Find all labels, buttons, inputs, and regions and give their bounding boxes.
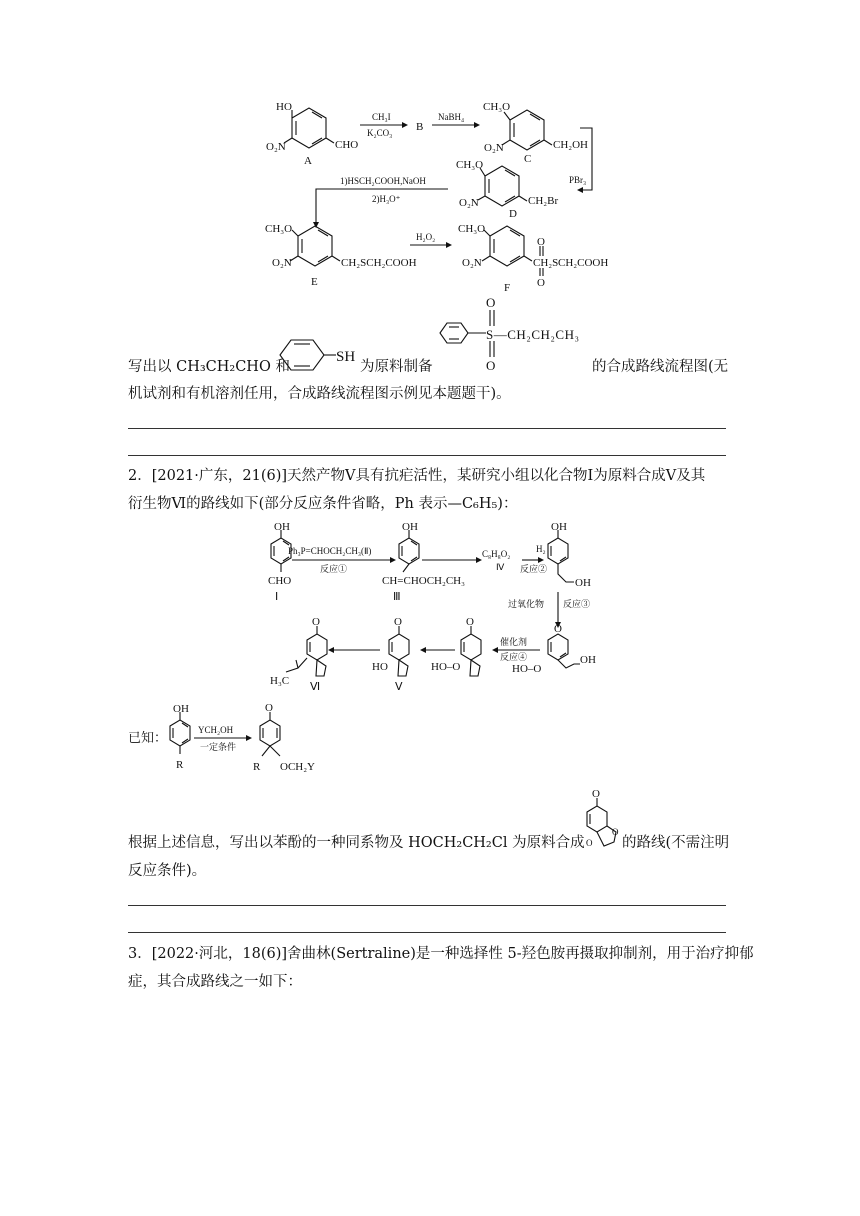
e-o2n-text: O₂N	[272, 257, 292, 269]
d-o2n-text: O₂N	[459, 197, 479, 209]
compound-iii-label: Ⅲ	[393, 591, 401, 603]
answer-line-3[interactable]	[128, 905, 726, 906]
compound-e-label: E	[311, 276, 318, 288]
known-product-o: O	[265, 702, 273, 714]
rxn2-label: 反应②	[520, 564, 548, 574]
compound-vi-structure	[286, 626, 327, 676]
step2-reagent: NaBH₄	[438, 112, 465, 122]
sulfone-o-top: O	[486, 295, 496, 310]
compound-b-label: B	[416, 121, 424, 133]
rxn1-label: 反应①	[320, 564, 348, 574]
f-o-top: O	[537, 236, 545, 248]
q1-text-c: 的合成路线流程图(无	[592, 359, 729, 375]
compound-d-label: D	[509, 208, 517, 220]
compound-vi-label: Ⅵ	[310, 681, 321, 693]
sulfone-chain-text: S—CH₂CH₂CH₃	[486, 327, 580, 342]
h2-text: H₂	[536, 544, 546, 554]
known-r-text: R	[176, 759, 184, 771]
rxn2-oh-text: OH	[551, 521, 567, 533]
rxn4-hooo-text: HO–O	[431, 661, 461, 673]
c-ch2oh-text: CH₂OH	[553, 139, 589, 151]
q3-line-2: 症，其合成路线之一如下：	[128, 974, 302, 990]
compound-a-label: A	[304, 155, 312, 167]
vi-o-text: O	[312, 616, 320, 628]
rxn2-product-structure	[548, 530, 574, 582]
known-product-r: R	[253, 761, 261, 773]
target-o-top: O	[592, 788, 600, 800]
target-o-right: O	[612, 827, 619, 837]
f-o2n-text: O₂N	[462, 257, 482, 269]
vi-h3c-text: H₃C	[270, 675, 290, 687]
c-ch3o-text: CH₃O	[483, 101, 511, 113]
compound-iii-structure	[399, 530, 419, 572]
v-ho-text: HO	[372, 661, 388, 673]
v-o-text: O	[394, 616, 402, 628]
rxn3-hooo-text: HO–O	[512, 663, 542, 675]
q2-line-1: 2．[2021·广东，21(6)]天然产物Ⅴ具有抗疟活性，某研究小组以化合物Ⅰ为原料合成Ⅴ及其	[128, 468, 706, 484]
i-oh-text: OH	[274, 521, 290, 533]
sulfone-o-bottom: O	[486, 358, 496, 373]
q2-line-3a: 根据上述信息，写出以苯酚的一种同系物及 HOCH₂CH₂Cl 为原料合成	[128, 835, 585, 851]
compound-i-label: Ⅰ	[275, 591, 279, 603]
e-chain-text: CH₂SCH₂COOH	[341, 257, 417, 269]
e-ch3o-text: CH₃O	[265, 223, 293, 235]
c-o2n-text: O₂N	[484, 142, 504, 154]
known-label: 已知：	[128, 730, 168, 745]
compound-f-label: F	[504, 282, 511, 294]
rxn3-o-text: O	[554, 623, 562, 635]
a-ho-text: HO	[276, 101, 292, 113]
iv-label: Ⅳ	[496, 562, 505, 572]
q2-line-2: 衍生物Ⅵ的路线如下(部分反应条件省略，Ph 表示—C₆H₅)：	[128, 496, 518, 512]
q1-text-a: 写出以 CH₃CH₂CHO 和	[128, 359, 290, 375]
rxn3-product-structure	[548, 634, 580, 668]
a-cho-text: CHO	[335, 139, 359, 151]
iii-oh-text: OH	[402, 521, 418, 533]
d-ch2br-text: CH₂Br	[528, 195, 559, 207]
d-ch3o-text: CH₃O	[456, 159, 484, 171]
known-product-och2y: OCH₂Y	[280, 761, 316, 773]
rxn3-label: 反应③	[563, 599, 591, 609]
rxn3-oh-text: OH	[580, 654, 596, 666]
step3-reagent: PBr₃	[569, 175, 587, 185]
q1-text-d: 机试剂和有机溶剂任用，合成路线流程图示例见本题题干)。	[128, 386, 511, 402]
answer-line-4[interactable]	[128, 932, 726, 933]
step4-reagent-top: 1)HSCH₂COOH,NaOH	[340, 176, 426, 186]
f-ch3o-text: CH₃O	[458, 223, 486, 235]
iv-formula: C₈H₈O₂	[482, 549, 511, 559]
iii-chain-text: CH=CHOCH₂CH₃	[382, 575, 465, 587]
q2-line-4: 反应条件)。	[128, 863, 207, 879]
rxn4-product-structure	[461, 626, 481, 676]
known-reagent: YCH₂OH	[198, 725, 234, 735]
q1-text-b: 为原料制备	[360, 359, 433, 375]
step4-reagent-bottom: 2)H₃O⁺	[372, 194, 401, 204]
rxn4-o-text: O	[466, 616, 474, 628]
known-product-structure	[260, 712, 280, 756]
compound-v-structure	[389, 626, 409, 676]
q2-line-3b: 的路线(不需注明	[622, 835, 730, 851]
step1-reagent-bottom: K₂CO₃	[367, 128, 393, 138]
a-o2n-text: O₂N	[266, 141, 286, 153]
reagent-ii-text: Ph₃P=CHOCH₂CH₃(Ⅱ)	[288, 546, 372, 556]
q3-line-1: 3．[2022·河北，18(6)]舍曲林(Sertraline)是一种选择性 5-羟色胺再摄取抑制剂，用于治疗抑郁	[128, 946, 754, 962]
compound-v-label: Ⅴ	[395, 681, 403, 693]
step1-reagent-top: CH₃I	[372, 112, 391, 122]
rxn4-label: 反应④	[500, 652, 528, 662]
step5-reagent: H₂O₂	[416, 232, 436, 242]
compound-c-label: C	[524, 153, 532, 165]
sh-text: SH	[336, 349, 356, 365]
target-o-left: O	[586, 838, 593, 848]
rxn2-oh-chain-text: OH	[575, 577, 591, 589]
known-reactant-structure	[170, 712, 190, 754]
known-condition: 一定条件	[200, 742, 237, 752]
f-chain-left: CH₂S	[533, 257, 559, 269]
f-chain-right: CH₂COOH	[558, 257, 609, 269]
f-o-bottom: O	[537, 277, 545, 289]
known-oh-text: OH	[173, 703, 189, 715]
i-cho-text: CHO	[268, 575, 292, 587]
catalyst-text: 催化剂	[500, 637, 528, 647]
peroxide-text: 过氧化物	[508, 599, 545, 609]
